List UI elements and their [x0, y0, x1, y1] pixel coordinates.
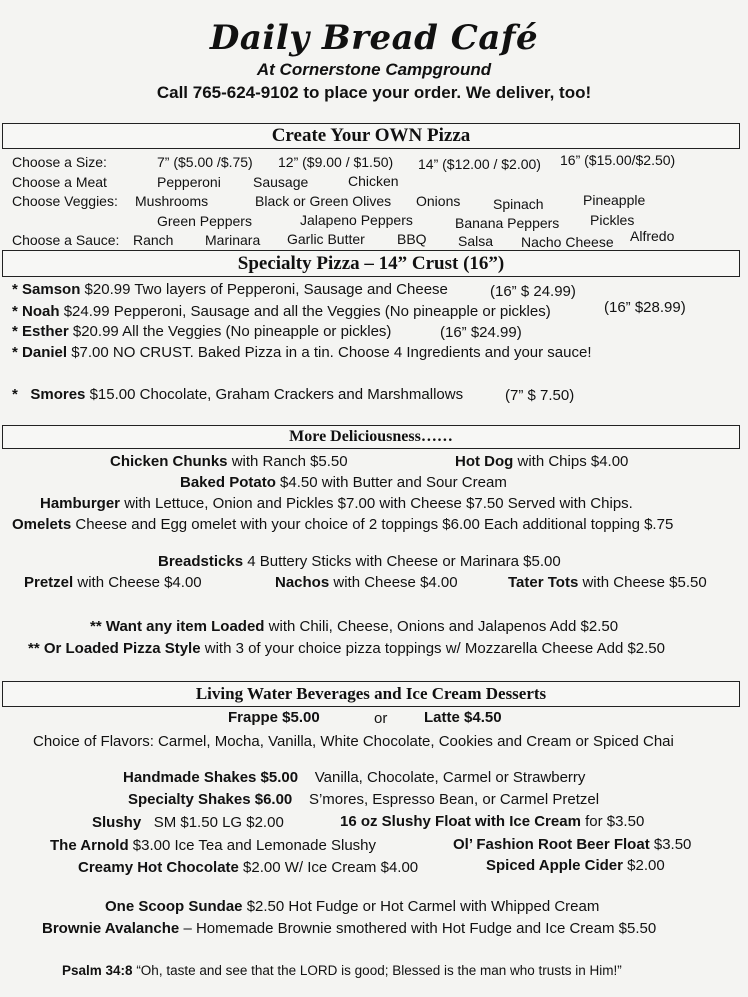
- menu-item-hamburger: Hamburger with Lettuce, Onion and Pickles $7.00 with Cheese $7.50 Served with Chips.: [40, 495, 633, 512]
- sundae-item: One Scoop Sundae $2.50 Hot Fudge or Hot Carmel with Whipped Cream: [105, 898, 600, 915]
- menu-item-nachos: Nachos with Cheese $4.00: [275, 574, 458, 591]
- size-label: Choose a Size:: [12, 154, 107, 170]
- menu-item-hotdog: Hot Dog with Chips $4.00: [455, 453, 629, 470]
- menu-item-breadsticks: Breadsticks 4 Buttery Sticks with Cheese or Marinara $5.00: [158, 553, 561, 570]
- hot-chocolate-item: Creamy Hot Chocolate $2.00 W/ Ice Cream $4.00: [78, 859, 419, 876]
- create-pizza-heading-band: [2, 123, 740, 149]
- veggie-option: Jalapeno Peppers: [300, 212, 413, 228]
- menu-item-tater-tots: Tater Tots with Cheese $5.50: [508, 574, 707, 591]
- beverages-heading: Living Water Beverages and Ice Cream Desserts: [195, 684, 547, 703]
- specialty-16in-price: (16” $ 24.99): [490, 283, 576, 300]
- menu-item-omelets: Omelets Cheese and Egg omelet with your choice of 2 toppings $6.00 Each additional topping $.75: [12, 516, 674, 533]
- sauce-option: Salsa: [458, 233, 494, 249]
- menu-item-potato: Baked Potato $4.50 with Butter and Sour Cream: [180, 474, 507, 491]
- loaded-option: ** Want any item Loaded with Chili, Cheese, Onions and Jalapenos Add $2.50: [90, 618, 619, 635]
- specialty-item: * Noah $24.99 Pepperoni, Sausage and all the Veggies (No pineapple or pickles): [12, 303, 551, 320]
- frappe-item: Frappe $5.00: [228, 709, 320, 726]
- veggie-option: Black or Green Olives: [255, 193, 392, 209]
- sauce-option: Nacho Cheese: [521, 234, 614, 250]
- size-option: 12” ($9.00 / $1.50): [278, 154, 394, 170]
- smores-item: * Smores $15.00 Chocolate, Graham Crackers and Marshmallows: [12, 386, 464, 403]
- more-heading-band: [2, 425, 740, 449]
- cafe-subtitle: At Cornerstone Campground: [256, 60, 492, 79]
- specialty-item: * Daniel $7.00 NO CRUST. Baked Pizza in a tin. Choose 4 Ingredients and your sauce!: [12, 344, 592, 361]
- meat-option: Chicken: [348, 173, 399, 189]
- beverages-heading-band: [2, 681, 740, 707]
- specialty-16in-price: (16” $24.99): [440, 324, 522, 341]
- specialty-heading: Specialty Pizza – 14” Crust (16”): [237, 253, 505, 274]
- latte-item: Latte $4.50: [424, 709, 502, 726]
- specialty-shakes: Specialty Shakes $6.00 S’mores, Espresso Bean, or Carmel Pretzel: [128, 791, 600, 808]
- loaded-pizza-style-option: ** Or Loaded Pizza Style with 3 of your choice pizza toppings w/ Mozzarella Cheese Add $2.50: [28, 640, 665, 657]
- sauce-option: BBQ: [397, 231, 427, 247]
- cafe-title: Daily Bread Café: [209, 18, 539, 58]
- root-beer-float-item: Ol’ Fashion Root Beer Float $3.50: [453, 836, 692, 853]
- specialty-item: * Esther $20.99 All the Veggies (No pineapple or pickles): [12, 323, 392, 340]
- meat-label: Choose a Meat: [12, 174, 107, 190]
- slushy-float-item: 16 oz Slushy Float with Ice Cream for $3.50: [340, 813, 645, 830]
- or-text: or: [374, 710, 388, 727]
- handmade-shakes: Handmade Shakes $5.00 Vanilla, Chocolate, Carmel or Strawberry: [123, 769, 586, 786]
- veggie-option: Pineapple: [583, 192, 646, 208]
- brownie-item: Brownie Avalanche – Homemade Brownie smothered with Hot Fudge and Ice Cream $5.50: [42, 920, 657, 937]
- specialty-item: * Samson $20.99 Two layers of Pepperoni, Sausage and Cheese: [12, 281, 448, 298]
- veggie-option: Mushrooms: [135, 193, 209, 209]
- create-pizza-heading: Create Your OWN Pizza: [271, 125, 471, 146]
- flavor-choices: Choice of Flavors: Carmel, Mocha, Vanilla, White Chocolate, Cookies and Cream or Spiced Chai: [33, 733, 674, 750]
- sauce-option: Alfredo: [630, 228, 675, 244]
- veggie-option: Pickles: [590, 212, 635, 228]
- call-to-order: Call 765-624-9102 to place your order. We deliver, too!: [156, 83, 592, 102]
- menu-item-pretzel: Pretzel with Cheese $4.00: [24, 574, 202, 591]
- specialty-16in-price: (16” $28.99): [604, 299, 686, 316]
- sauce-option: Marinara: [205, 232, 261, 248]
- veggie-option: Spinach: [493, 196, 544, 212]
- smores-7in-price: (7” $ 7.50): [505, 387, 575, 404]
- sauce-option: Garlic Butter: [287, 231, 365, 247]
- sauce-label: Choose a Sauce:: [12, 232, 120, 248]
- menu-item-chicken: Chicken Chunks with Ranch $5.50: [110, 453, 348, 470]
- specialty-heading-band: [2, 250, 740, 277]
- more-heading: More Deliciousness……: [289, 428, 453, 445]
- slushy-item: Slushy SM $1.50 LG $2.00: [92, 814, 284, 831]
- arnold-item: The Arnold $3.00 Ice Tea and Lemonade Slushy: [50, 837, 377, 854]
- scripture-verse: Psalm 34:8 “Oh, taste and see that the LORD is good; Blessed is the man who trusts in Him!”: [62, 963, 622, 978]
- veggie-option: Green Peppers: [157, 213, 252, 229]
- veggies-label: Choose Veggies:: [12, 193, 118, 209]
- veggie-option: Onions: [416, 193, 461, 209]
- size-option: 14” ($12.00 / $2.00): [418, 156, 541, 172]
- meat-option: Sausage: [253, 174, 309, 190]
- apple-cider-item: Spiced Apple Cider $2.00: [486, 857, 665, 874]
- size-option: 7” ($5.00 /$.75): [157, 154, 253, 170]
- sauce-option: Ranch: [133, 232, 174, 248]
- veggie-option: Banana Peppers: [455, 215, 560, 231]
- size-option: 16” ($15.00/$2.50): [560, 152, 676, 168]
- meat-option: Pepperoni: [157, 174, 221, 190]
